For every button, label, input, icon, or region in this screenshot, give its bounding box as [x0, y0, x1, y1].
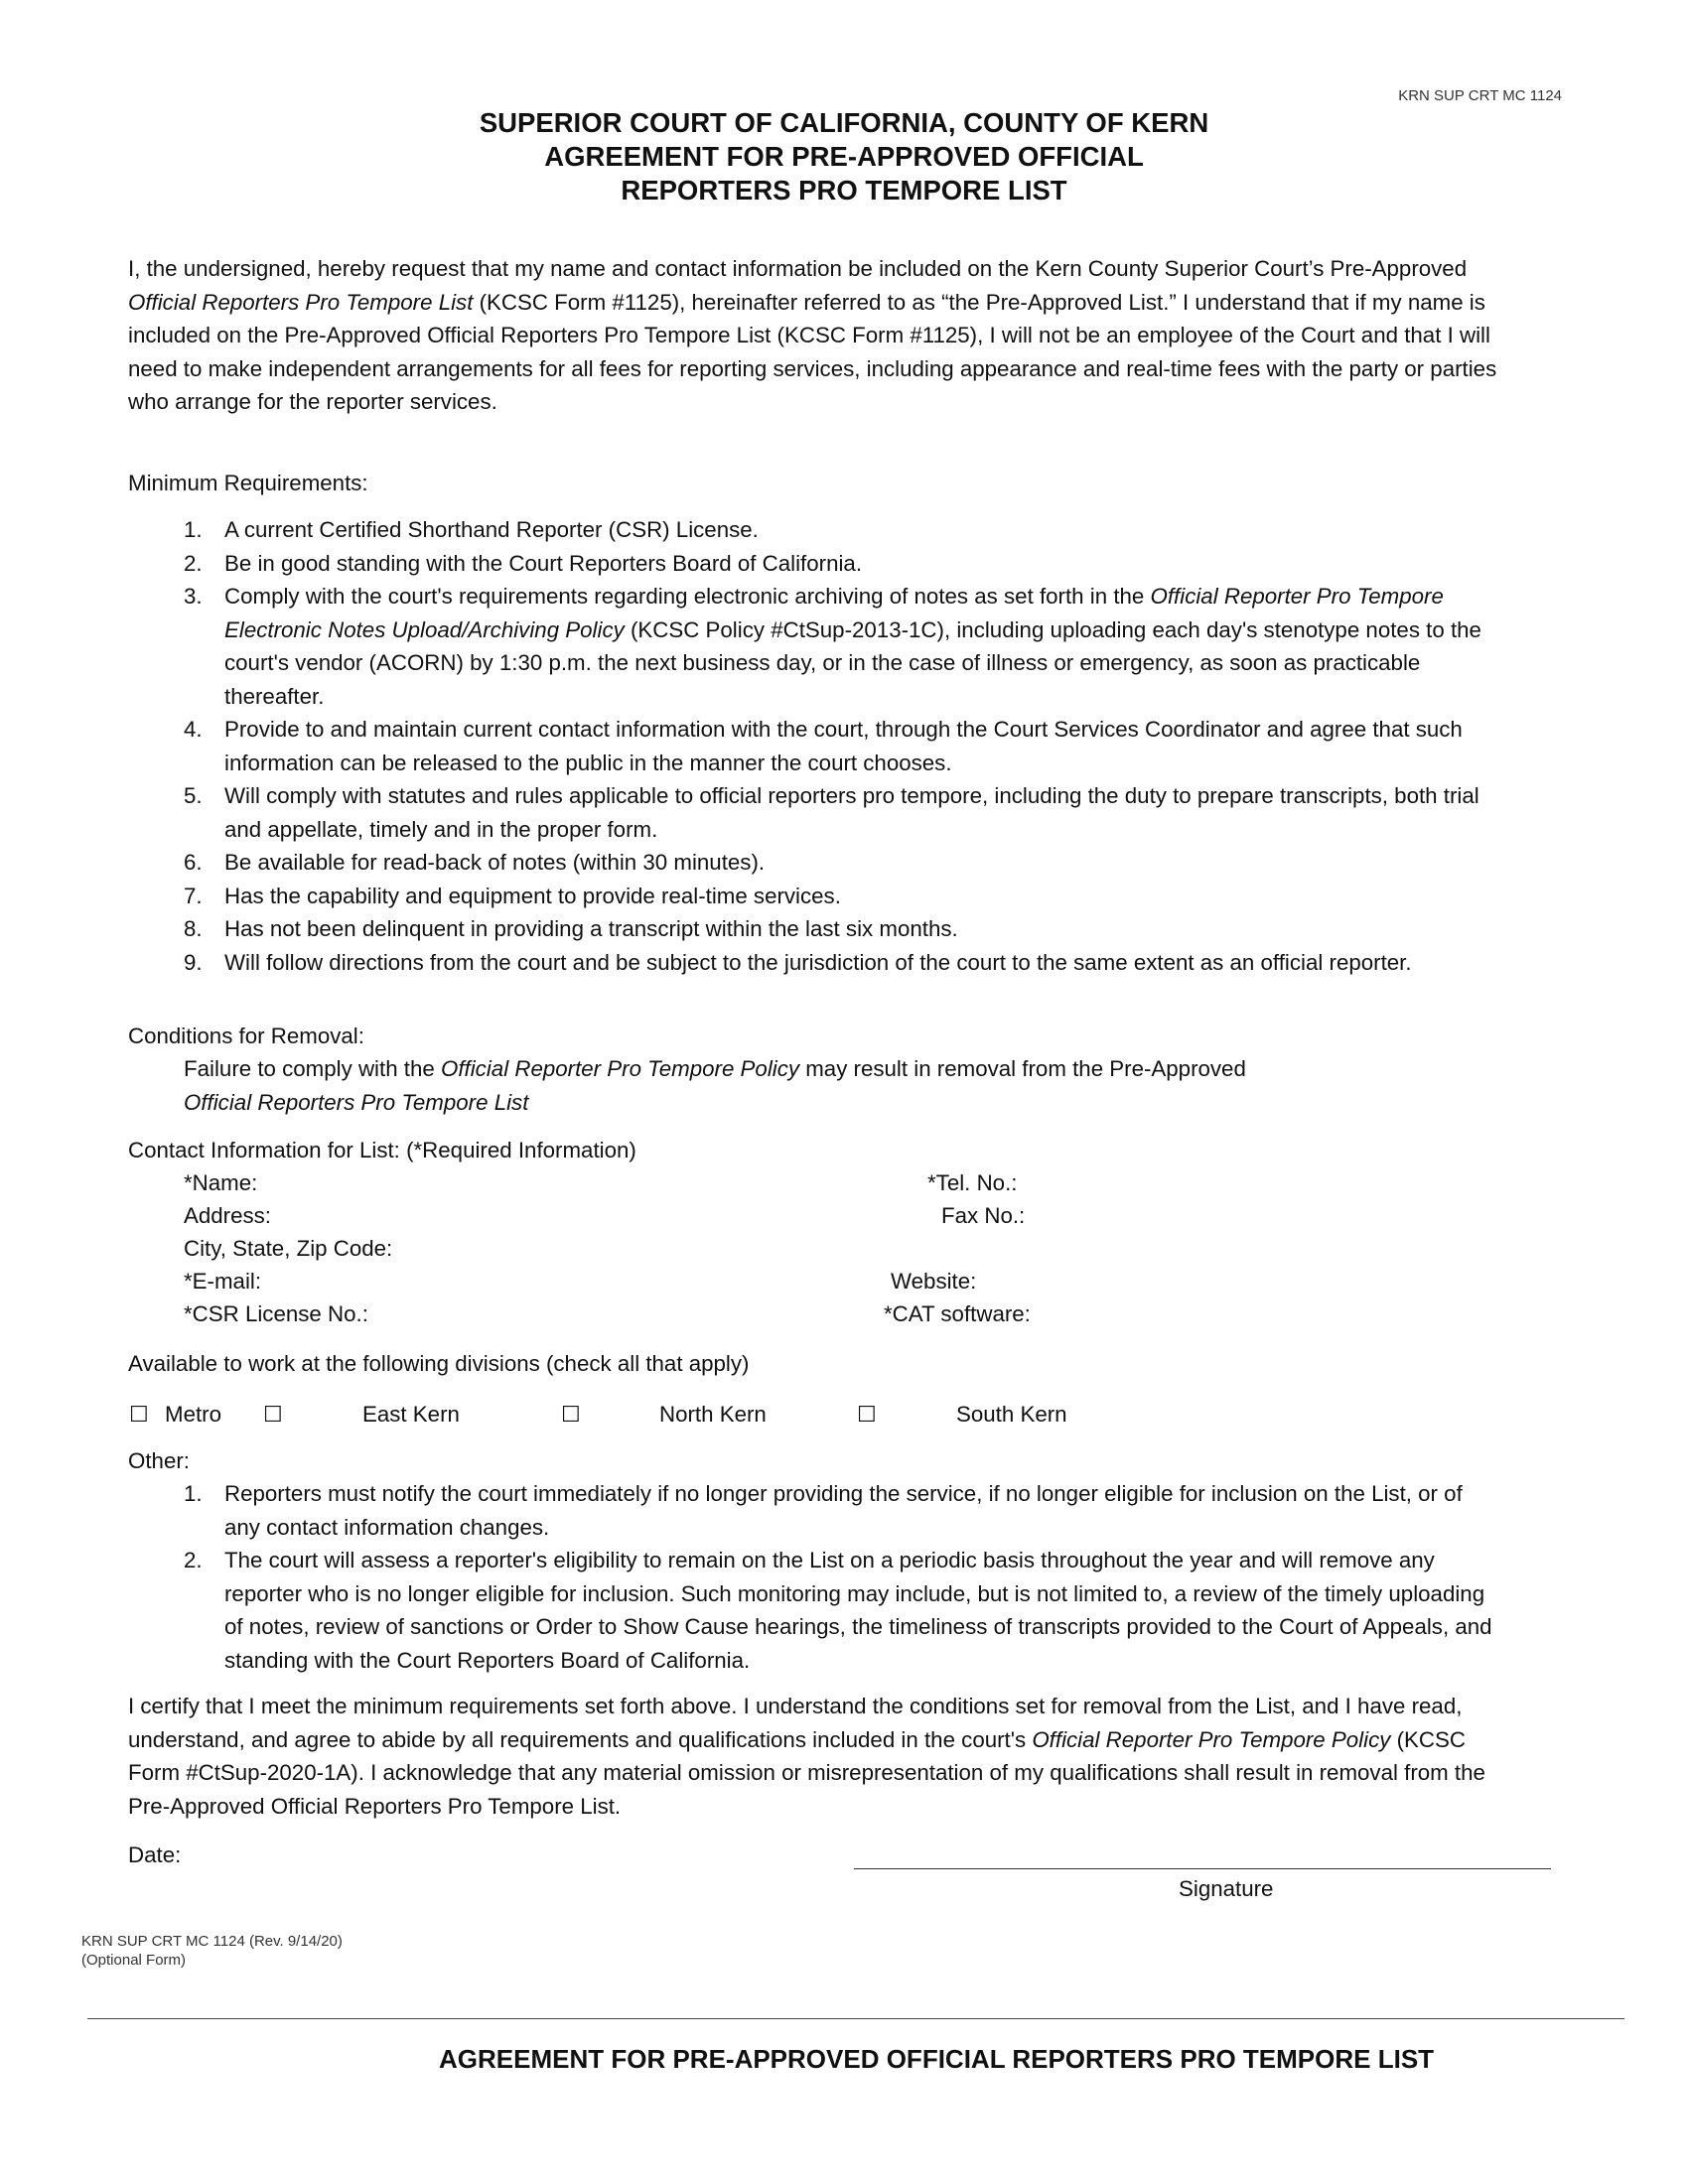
list-item	[128, 547, 1503, 581]
list-item	[128, 880, 1503, 913]
removal-text-italic-2: Official Reporters Pro Tempore List	[184, 1089, 529, 1115]
footer-optional-form: (Optional Form)	[81, 1952, 187, 1969]
tel-field-label: *Tel. No.:	[927, 1170, 1018, 1195]
east-kern-label: East Kern	[362, 1402, 460, 1427]
intro-paragraph	[128, 252, 1503, 419]
address-field-label: Address:	[184, 1203, 271, 1228]
removal-text-2: may result in removal from the Pre-Approved	[799, 1056, 1246, 1081]
list-item-text: Be in good standing with the Court Reporters Board of California.	[224, 550, 863, 576]
city-field-label: City, State, Zip Code:	[184, 1236, 393, 1261]
divisions-heading: Available to work at the following divisions (check all that apply)	[128, 1351, 750, 1376]
certify-text-italic: Official Reporter Pro Tempore Policy	[1032, 1726, 1391, 1752]
website-field-label: Website:	[891, 1269, 977, 1294]
list-item-number: 8.	[184, 916, 203, 941]
metro-checkbox[interactable]: ☐	[129, 1402, 149, 1427]
list-item-text: Provide to and maintain current contact information with the court, through the Court Services Coordinator and agree that such information can be released to the public in the manner the court chooses.	[224, 717, 1463, 775]
title-line-3: REPORTERS PRO TEMPORE LIST	[621, 175, 1067, 205]
list-item-text: Will follow directions from the court and be subject to the jurisdiction of the court to the same extent as an official reporter.	[224, 949, 1412, 975]
date-label: Date:	[128, 1843, 182, 1867]
other-list	[128, 1477, 1503, 1677]
fax-field-label: Fax No.:	[941, 1203, 1026, 1228]
certify-paragraph	[128, 1690, 1503, 1823]
list-item-text: A current Certified Shorthand Reporter (CSR) License.	[224, 517, 759, 542]
north-kern-label: North Kern	[659, 1402, 767, 1427]
csr-field-label: *CSR License No.:	[184, 1301, 368, 1326]
list-item	[128, 713, 1503, 779]
list-item-text: (KCSC Policy #CtSup-2013-1C), including uploading each day's stenotype notes to the court's vendor (ACORN) by 1:30 p.m. the next business day, or in the case of illness or emergency, as soon as practicable thereafter.	[224, 616, 1481, 709]
list-item-number: 1.	[184, 1481, 203, 1506]
removal-text-1: Failure to comply with the	[184, 1056, 441, 1081]
list-item-number: 5.	[184, 783, 203, 808]
list-item	[128, 846, 1503, 880]
email-field-label: *E-mail:	[184, 1269, 262, 1294]
form-id-top: KRN SUP CRT MC 1124	[1398, 87, 1562, 104]
cat-software-field-label: *CAT software:	[884, 1301, 1031, 1326]
contact-heading: Contact Information for List: (*Required Information)	[128, 1138, 636, 1162]
east-kern-checkbox[interactable]: ☐	[263, 1402, 283, 1427]
other-heading: Other:	[128, 1448, 190, 1473]
list-item	[128, 1477, 1503, 1544]
name-field-label: *Name:	[184, 1170, 258, 1195]
south-kern-label: South Kern	[956, 1402, 1067, 1427]
intro-text-2: (KCSC Form #1125), hereinafter referred to as “the Pre-Approved List.” I understand that if my name is included on the Pre-Approved Official Reporters Pro Tempore List (KCSC Form #1125), I will not be an employee of the Court and that I will need to make independent arrangements for all fees for reporting services, including appearance and real-time fees with the party or parties who arrange for the reporter services.	[128, 289, 1497, 414]
list-item-text: Be available for read-back of notes (within 30 minutes).	[224, 850, 766, 875]
title-line-1: SUPERIOR COURT OF CALIFORNIA, COUNTY OF KERN	[479, 107, 1209, 138]
list-item	[128, 513, 1503, 547]
list-item-text: Has the capability and equipment to provide real-time services.	[224, 883, 841, 908]
list-item-number: 7.	[184, 883, 203, 908]
footer-title: AGREEMENT FOR PRE-APPROVED OFFICIAL REPORTERS PRO TEMPORE LIST	[439, 2044, 1435, 2074]
north-kern-checkbox[interactable]: ☐	[561, 1402, 581, 1427]
list-item-text-italic: Official Reporter Pro Tempore Electronic Notes Upload/Archiving Policy	[224, 584, 1444, 642]
south-kern-checkbox[interactable]: ☐	[857, 1402, 877, 1427]
removal-text	[184, 1052, 1475, 1119]
list-item-number: 2.	[184, 550, 203, 576]
list-item	[128, 912, 1503, 946]
list-item-number: 1.	[184, 517, 203, 542]
title-line-2: AGREEMENT FOR PRE-APPROVED OFFICIAL	[544, 141, 1144, 172]
intro-text-italic: Official Reporters Pro Tempore List	[128, 289, 474, 315]
list-item-text: Will comply with statutes and rules applicable to official reporters pro tempore, including the duty to prepare transcripts, both trial and appellate, timely and in the proper form.	[224, 783, 1479, 842]
list-item-text: Reporters must notify the court immediately if no longer providing the service, if no longer eligible for inclusion on the List, or of any contact information changes.	[224, 1481, 1463, 1540]
footer-divider	[87, 2018, 1624, 2019]
list-item-number: 2.	[184, 1548, 203, 1572]
list-item	[128, 580, 1503, 713]
requirements-list	[128, 513, 1503, 979]
metro-label: Metro	[165, 1402, 221, 1427]
list-item-number: 6.	[184, 850, 203, 875]
certify-text-1: I certify that I meet the minimum requirements set forth above. I understand the conditions set for removal from the List, and I have read, understand, and agree to abide by all requirements and qualifications included in the court's	[128, 1694, 1463, 1752]
list-item	[128, 779, 1503, 846]
signature-label: Signature	[1179, 1876, 1274, 1901]
footer-form-revision: KRN SUP CRT MC 1124 (Rev. 9/14/20)	[81, 1933, 343, 1950]
removal-heading: Conditions for Removal:	[128, 1024, 364, 1048]
signature-line[interactable]	[854, 1868, 1551, 1869]
list-item-text: Comply with the court's requirements regarding electronic archiving of notes as set forth in the	[224, 584, 1151, 609]
certify-text-2: (KCSC Form #CtSup-2020-1A). I acknowledge that any material omission or misrepresentation of my qualifications shall result in removal from the Pre-Approved Official Reporters Pro Tempore List.	[128, 1726, 1485, 1819]
list-item	[128, 946, 1503, 980]
list-item-text: The court will assess a reporter's eligibility to remain on the List on a periodic basis throughout the year and will remove any reporter who is no longer eligible for inclusion. Such monitoring may include, but is not limited to, a review of the timely uploading of notes, review of sanctions or Order to Show Cause hearings, the timeliness of transcripts provided to the Court of Appeals, and standing with the Court Reporters Board of California.	[224, 1548, 1492, 1673]
intro-text-1: I, the undersigned, hereby request that my name and contact information be included on the Kern County Superior Court’s Pre-Approved	[128, 256, 1468, 281]
list-item-number: 3.	[184, 584, 203, 609]
requirements-heading: Minimum Requirements:	[128, 471, 368, 495]
list-item-number: 9.	[184, 949, 203, 975]
list-item-text: Has not been delinquent in providing a transcript within the last six months.	[224, 916, 958, 941]
list-item	[128, 1544, 1503, 1677]
removal-text-italic: Official Reporter Pro Tempore Policy	[441, 1056, 800, 1081]
list-item-number: 4.	[184, 717, 203, 742]
